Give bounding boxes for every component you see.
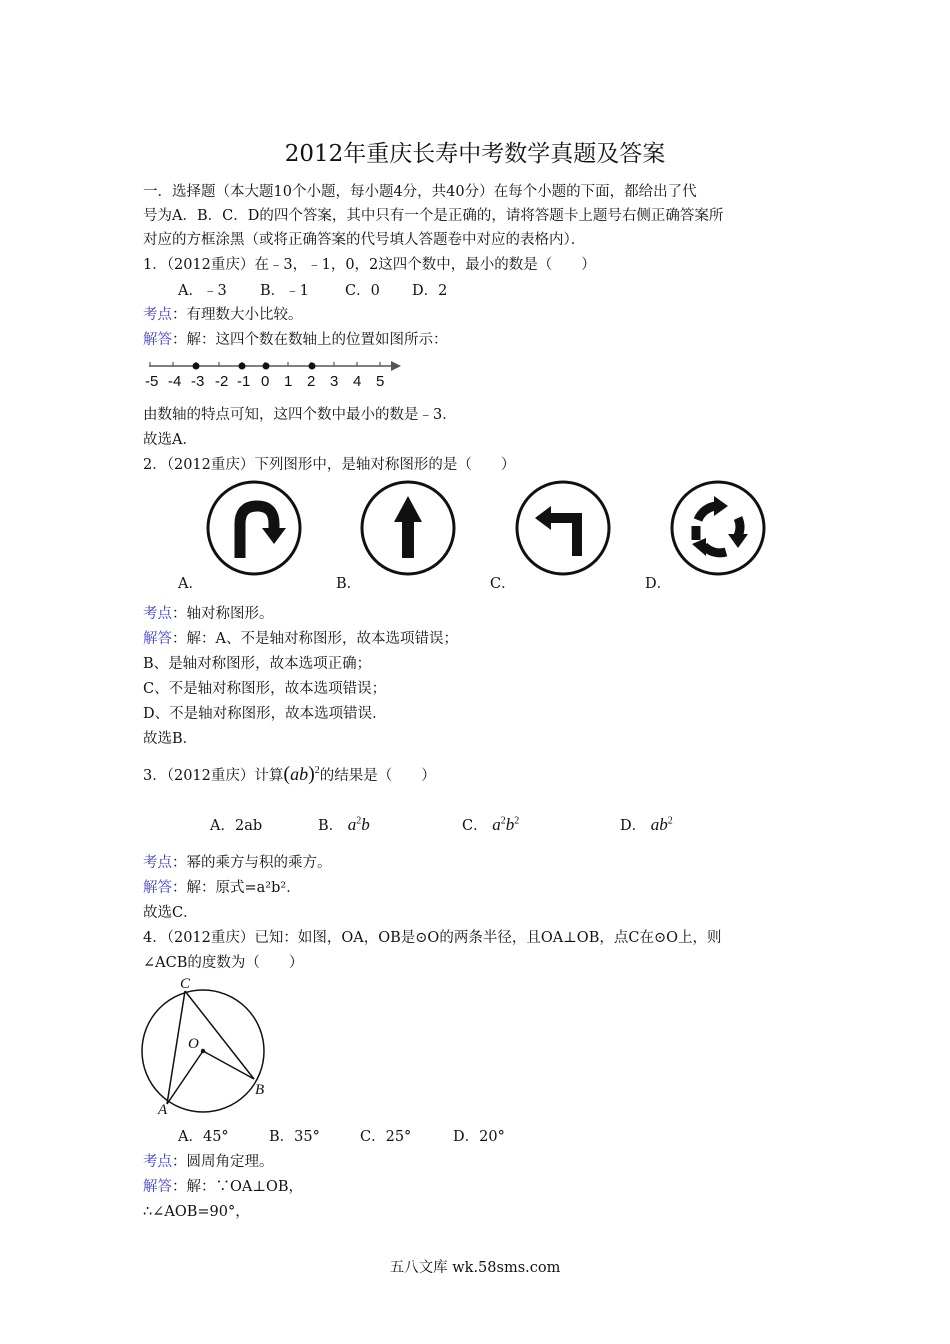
jieda-label: 解答 <box>143 332 172 348</box>
number-line-figure <box>143 356 408 392</box>
point-neg1 <box>239 363 246 370</box>
kaodian-label: 考点 <box>143 606 172 622</box>
q4-option-d: D．20° <box>453 1129 505 1145</box>
q3-conclusion: 故选C． <box>143 905 198 921</box>
tick-label-0: 0 <box>261 373 270 390</box>
q1-after-2: 故选A． <box>143 432 197 448</box>
q4-after: ∴∠AOB=90°， <box>143 1204 250 1220</box>
kaodian-label: 考点 <box>143 855 172 871</box>
segment-ca <box>167 991 185 1104</box>
q1-option-d: D．2 <box>412 283 448 299</box>
q4-option-b: B．35° <box>269 1129 320 1145</box>
q2-conclusion: 故选B． <box>143 731 198 747</box>
q2-option-d: D． <box>645 576 672 592</box>
tick-label-2: 2 <box>307 373 316 390</box>
number-line-arrow <box>391 361 401 371</box>
tick-label-neg3: -3 <box>191 373 205 390</box>
tick-label-5: 5 <box>376 373 385 390</box>
q3-option-d-math: $ab^2$ <box>650 815 673 834</box>
q2-option-a: A． <box>178 576 203 592</box>
intro-line-3: 对应的方框涂黑（或将正确答案的代号填人答题卷中对应的表格内）． <box>143 232 586 248</box>
q3-stem <box>143 763 436 786</box>
tick-label-3: 3 <box>330 373 339 390</box>
q3-option-b <box>318 814 370 835</box>
q3-option-d <box>620 814 673 835</box>
q1-jieda <box>143 328 448 349</box>
circle-diagram <box>138 975 273 1117</box>
q1-kaodian-text: ：有理数大小比较。 <box>172 307 303 323</box>
q3-jieda-text: ：解：原式=a²b²． <box>172 880 301 896</box>
segment-cb <box>185 991 254 1079</box>
q2-option-c: C． <box>490 576 516 592</box>
q3-option-c-label: C． <box>462 818 488 834</box>
q3-kaodian-text: ：幂的乘方与积的乘方。 <box>172 855 332 871</box>
q2-line-c: C、不是轴对称图形，故本选项错误； <box>143 681 387 697</box>
q1-stem: 1．（2012重庆）在﹣3，﹣1，0，2这四个数中，最小的数是（ ） <box>143 257 596 273</box>
q4-jieda-text: ：解：∵OA⊥OB， <box>172 1179 304 1195</box>
q3-option-b-label: B． <box>318 818 344 834</box>
q2-kaodian-text: ：轴对称图形。 <box>172 606 274 622</box>
sign-straight-arrow-icon <box>358 478 458 578</box>
point-0 <box>263 363 270 370</box>
jieda-label: 解答 <box>143 1179 172 1195</box>
q3-option-d-label: D． <box>620 818 647 834</box>
q3-expression: (ab)$^2$ <box>283 763 320 785</box>
jieda-label: 解答 <box>143 631 172 647</box>
q2-option-b: B． <box>336 576 362 592</box>
q1-option-b: B．﹣1 <box>260 283 309 299</box>
q1-kaodian <box>143 303 303 324</box>
q4-option-c: C．25° <box>360 1129 412 1145</box>
label-b: B <box>255 1082 265 1098</box>
q3-option-c <box>462 814 519 835</box>
q1-option-c: C．0 <box>345 283 380 299</box>
tick-label-1: 1 <box>284 373 293 390</box>
q3-option-c-math: $a^2b^2$ <box>492 815 520 834</box>
q3-jieda <box>143 876 301 897</box>
sign-left-turn-icon <box>513 478 613 578</box>
point-2 <box>309 363 316 370</box>
sign-roundabout-icon <box>668 478 768 578</box>
center-point <box>201 1049 205 1053</box>
jieda-label: 解答 <box>143 880 172 896</box>
point-neg3 <box>193 363 200 370</box>
label-c: C <box>180 976 191 992</box>
tick-label-neg1: -1 <box>237 373 251 390</box>
sign-u-turn-icon <box>204 478 304 578</box>
label-a: A <box>158 1102 168 1117</box>
footer-watermark: 五八文库 wk.58sms.com <box>389 1260 561 1276</box>
q3-option-a: A．2ab <box>210 818 263 834</box>
segment-ob <box>203 1051 254 1079</box>
q2-jieda-text: ：解：A、不是轴对称图形，故本选项错误； <box>172 631 458 647</box>
q2-jieda <box>143 627 458 648</box>
tick-label-neg4: -4 <box>168 373 182 390</box>
tick-label-4: 4 <box>353 373 362 390</box>
q4-option-a: A．45° <box>178 1129 229 1145</box>
q4-jieda <box>143 1175 303 1196</box>
q1-after-1: 由数轴的特点可知，这四个数中最小的数是﹣3． <box>143 407 457 423</box>
intro-line-1: 一．选择题（本大题10个小题，每小题4分，共40分）在每个小题的下面，都给出了代 <box>143 184 697 200</box>
q4-stem-2: ∠ACB的度数为（ ） <box>143 955 304 971</box>
tick-label-neg2: -2 <box>215 373 229 390</box>
q1-jieda-text: ：解：这四个数在数轴上的位置如图所示： <box>172 332 448 348</box>
q3-option-b-math: $a^2b$ <box>347 815 370 834</box>
q4-stem-1: 4．（2012重庆）已知：如图，OA，OB是⊙O的两条半径，且OA⊥OB，点C在⊙O上，则 <box>143 930 722 946</box>
page-title: 2012年重庆长寿中考数学真题及答案 <box>284 141 666 167</box>
q3-expression-base: ab <box>290 764 309 784</box>
q2-kaodian <box>143 602 274 623</box>
kaodian-label: 考点 <box>143 1154 172 1170</box>
q2-line-b: B、是轴对称图形，故本选项正确； <box>143 656 372 672</box>
q3-stem-before: 3．（2012重庆）计算 <box>143 768 284 784</box>
q3-stem-after: 的结果是（ ） <box>319 768 436 784</box>
tick-label-neg5: -5 <box>145 373 159 390</box>
kaodian-label: 考点 <box>143 307 172 323</box>
q1-option-a: A．﹣3 <box>178 283 227 299</box>
q3-kaodian <box>143 851 332 872</box>
q4-kaodian-text: ：圆周角定理。 <box>172 1154 274 1170</box>
q4-kaodian <box>143 1150 274 1171</box>
segment-oa <box>167 1051 203 1104</box>
intro-line-2: 号为A．B．C．D的四个答案，其中只有一个是正确的，请将答题卡上题号右侧正确答案所 <box>143 208 724 224</box>
q2-line-d: D、不是轴对称图形，故本选项错误． <box>143 706 387 722</box>
label-o: O <box>188 1036 199 1052</box>
q2-stem: 2．（2012重庆）下列图形中，是轴对称图形的是（ ） <box>143 457 516 473</box>
